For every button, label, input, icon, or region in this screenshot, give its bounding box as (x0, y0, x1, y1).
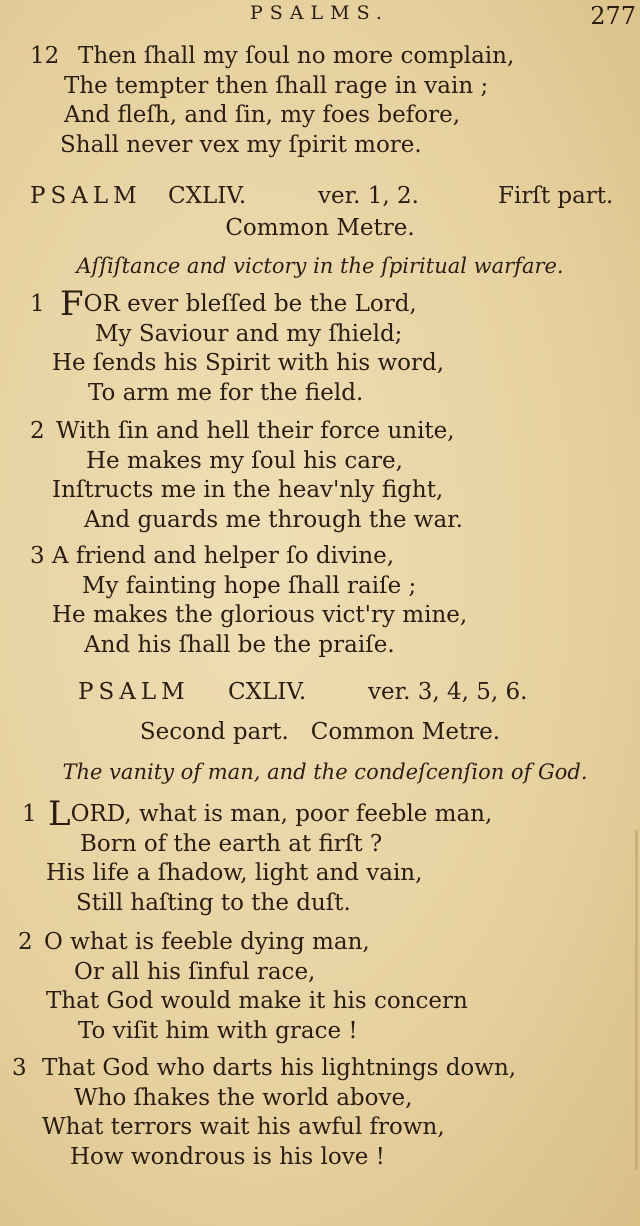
stanza (0, 794, 640, 918)
verse-line: What terrors wait his awful frown, (42, 1114, 445, 1140)
psalm-heading-first-part (0, 180, 640, 244)
stanza (0, 1054, 640, 1172)
stanza-number: 3 (30, 543, 45, 569)
psalm-metre: Common Metre. (225, 215, 415, 241)
verse-line: ORD, what is man, poor feeble man, (70, 801, 493, 827)
verse-line: Still haſting to the duſt. (76, 889, 351, 916)
verse-line: He ſends his Spirit with his word, (52, 350, 445, 376)
verse-line: He makes my ſoul his care, (86, 447, 403, 474)
verse-line: Shall never vex my ſpirit more. (60, 131, 422, 158)
verse-line: Then ſhall my ſoul no more complain, (78, 43, 515, 69)
stanza-number: 1 (22, 801, 37, 827)
psalm-verses: ver. 3, 4, 5, 6. (368, 679, 528, 705)
psalm-numeral: CXLIV. (168, 183, 247, 209)
verse-line: He makes the glorious vict'ry mine, (52, 602, 468, 628)
verse-line: Or all his ſinful race, (74, 958, 316, 985)
verse-line: Inſtructs me in the heav'nly fight, (52, 477, 444, 503)
running-head: PSALMS. (250, 2, 389, 24)
continued-stanza (0, 42, 640, 160)
psalm-verses: ver. 1, 2. (318, 183, 419, 209)
verse-line: That God would make it his concern (46, 988, 468, 1014)
verse-line: To viſit him with grace ! (78, 1017, 358, 1044)
verse-line: Born of the earth at firſt ? (80, 830, 383, 857)
stanza-number: 2 (18, 929, 33, 955)
verse-line: A friend and helper ſo divine, (52, 543, 395, 569)
verse-line: My fainting hope ſhall raiſe ; (82, 572, 417, 599)
verse-line: With ſin and hell their force unite, (56, 418, 455, 444)
page-edge-shadow (635, 830, 638, 1170)
verse-line: Who ſhakes the world above, (74, 1084, 413, 1111)
psalm-subtitle (0, 716, 640, 748)
stanza-number: 1 (30, 291, 45, 317)
stanza-number: 3 (12, 1055, 27, 1081)
verse-line: The tempter then ſhall rage in vain ; (64, 72, 489, 99)
stanza (0, 284, 640, 408)
psalm-heading-second-part (0, 676, 640, 708)
verse-line: His life a ſhadow, light and vain, (46, 860, 423, 886)
psalm-part: Firſt part. (498, 183, 614, 209)
argument-text: Aſſiſtance and victory in the ſpiritual warfare. (76, 254, 564, 278)
page-header (0, 2, 640, 28)
stanza (0, 417, 640, 535)
verse-line: And fleſh, and ſin, my foes before, (64, 102, 461, 128)
drop-cap: L (48, 794, 71, 834)
psalm-argument (0, 250, 640, 282)
psalm-argument (0, 756, 640, 788)
verse-line: To arm me for the field. (88, 379, 364, 406)
argument-text: The vanity of man, and the condeſcenſion of God. (62, 760, 588, 784)
verse-line: And his ſhall be the praiſe. (84, 631, 395, 658)
verse-line: O what is feeble dying man, (44, 929, 370, 955)
page-number: 277 (590, 2, 636, 30)
stanza (0, 542, 640, 660)
verse-line: How wondrous is his love ! (70, 1143, 385, 1170)
psalm-title: PSALM (78, 679, 190, 705)
psalm-numeral: CXLIV. (228, 679, 307, 705)
psalm-title: PSALM (30, 183, 142, 209)
subtitle-text: Second part. Common Metre. (139, 719, 501, 745)
verse-line: My Saviour and my ſhield; (95, 320, 403, 347)
drop-cap: F (60, 284, 84, 324)
verse-line: OR ever bleſſed be the Lord, (83, 291, 417, 317)
stanza (0, 928, 640, 1046)
verse-line: And guards me through the war. (84, 506, 463, 533)
stanza-number: 12 (30, 43, 60, 69)
verse-line: That God who darts his lightnings down, (42, 1055, 517, 1081)
stanza-number: 2 (30, 418, 45, 444)
